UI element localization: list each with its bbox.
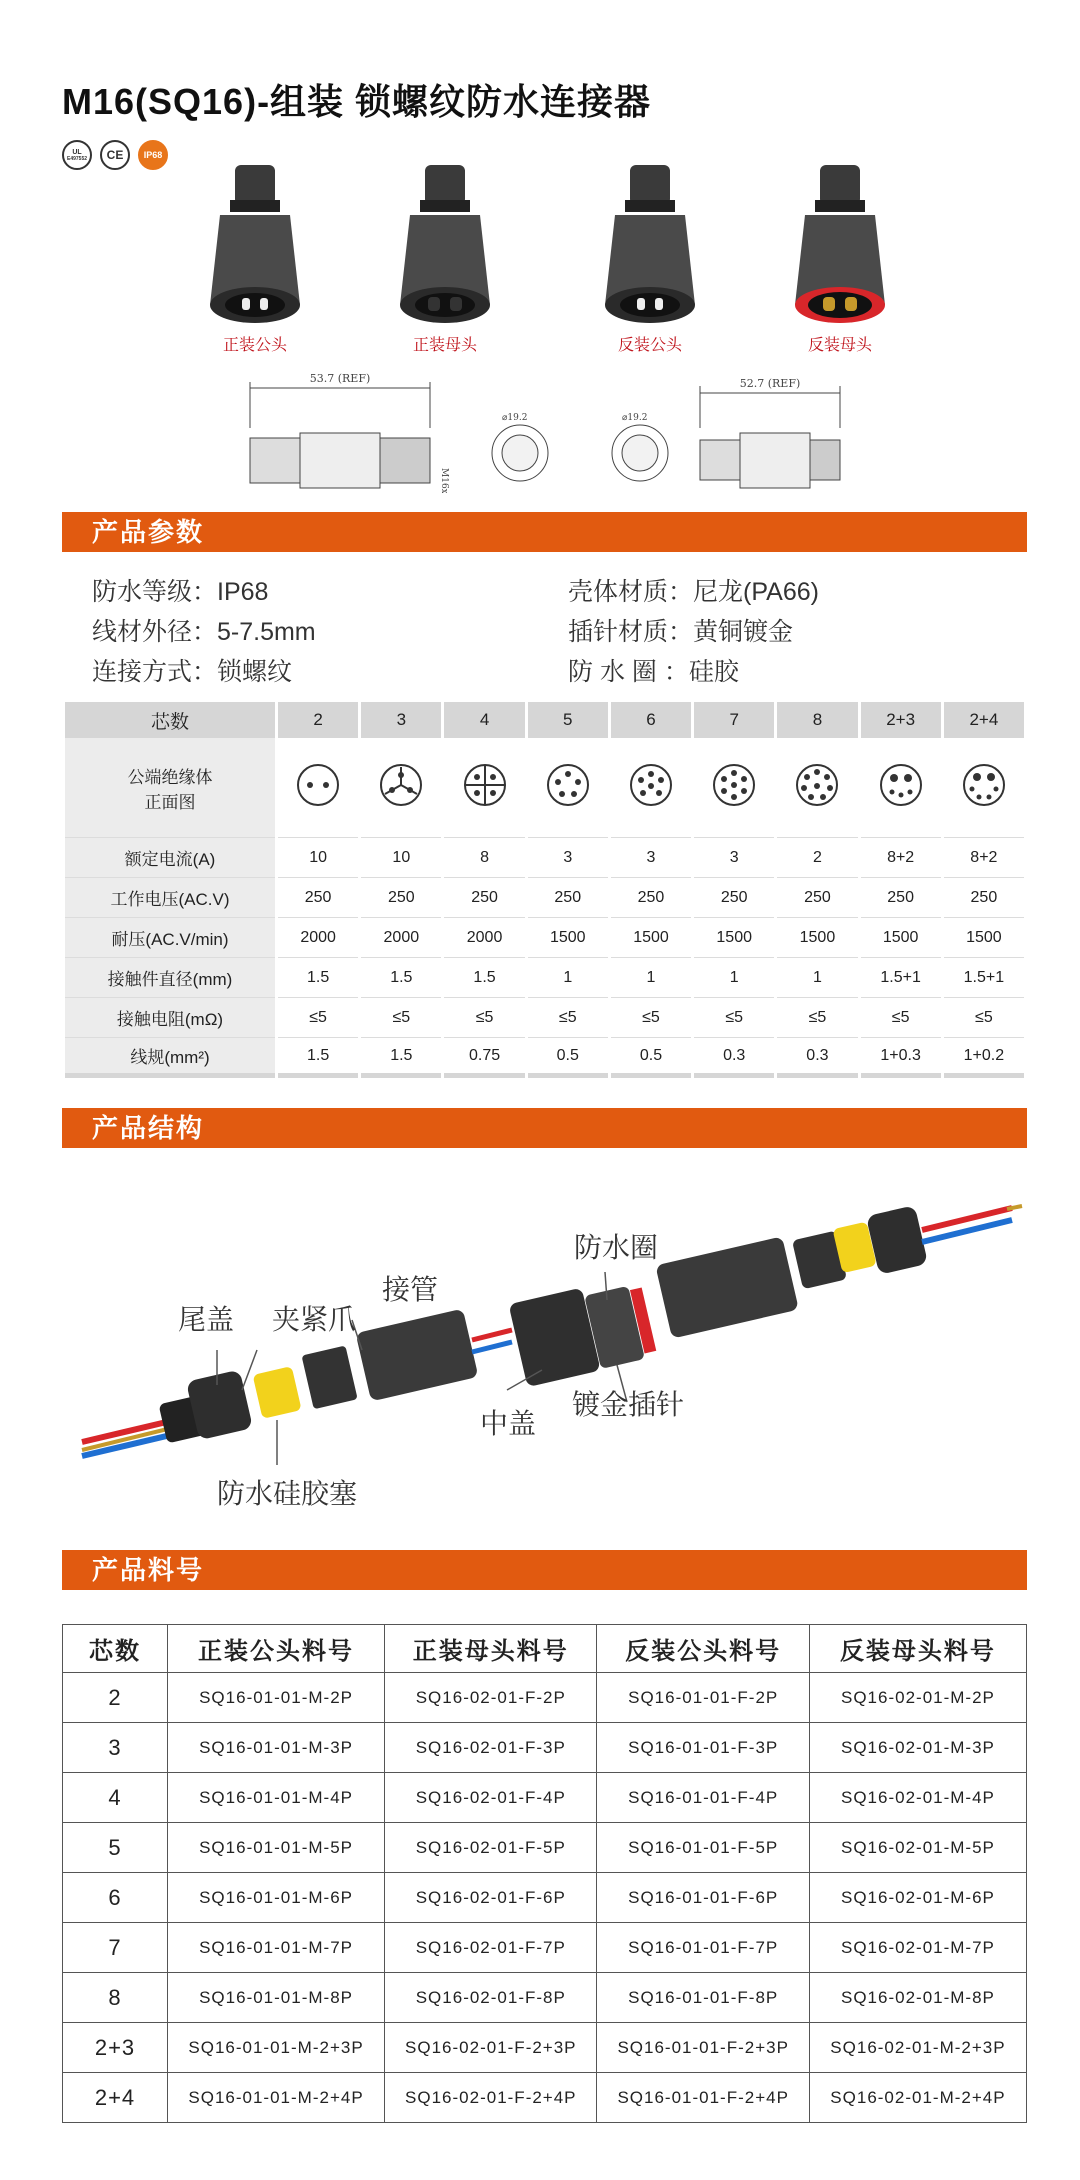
pn-row [63, 1923, 1027, 1973]
spec-cell: 1500 [777, 918, 857, 958]
pn-cell: SQ16-02-01-F-6P [385, 1873, 597, 1923]
pn-cell: SQ16-02-01-M-3P [809, 1723, 1026, 1773]
pn-cell: SQ16-02-01-F-4P [385, 1773, 597, 1823]
pn-cell: SQ16-02-01-F-2P [385, 1673, 597, 1723]
pn-cell: SQ16-01-01-F-6P [597, 1873, 809, 1923]
exploded-view [62, 1180, 1027, 1520]
spec-cell: 2000 [361, 918, 441, 958]
section-header-structure: 产品结构 [62, 1108, 1027, 1148]
param-row [92, 612, 992, 652]
pn-cell: SQ16-01-01-M-2+4P [168, 2073, 385, 2123]
pn-cores: 2 [63, 1673, 168, 1723]
core-count: 5 [528, 702, 608, 738]
core-count: 8 [777, 702, 857, 738]
face-row-label: 公端绝缘体 正面图 [65, 738, 275, 838]
insulator-face-4 [444, 738, 524, 838]
pn-cell: SQ16-01-01-M-7P [168, 1923, 385, 1973]
pn-cell: SQ16-01-01-F-2+3P [597, 2023, 809, 2073]
connector-exploded-diagram [62, 1180, 1027, 1520]
spec-cell: 8+2 [944, 838, 1024, 878]
label-sleeve: 接管 [382, 1274, 439, 1305]
ul-listed-icon: UL E497552 [62, 140, 92, 170]
spec-cell: 1+0.3 [861, 1038, 941, 1078]
dim-left-length: 53.7 (REF) [309, 372, 371, 385]
spec-cell: 0.75 [444, 1038, 524, 1078]
pn-cell: SQ16-02-01-F-2+3P [385, 2023, 597, 2073]
spec-cell: 0.3 [777, 1038, 857, 1078]
spec-cell: ≤5 [528, 998, 608, 1038]
core-count: 6 [611, 702, 691, 738]
param-left: 防水等级：IP68 [92, 578, 269, 606]
spec-cell: ≤5 [444, 998, 524, 1038]
spec-cell: 1 [694, 958, 774, 998]
connector-image [575, 155, 725, 325]
label-middle-cap: 中盖 [480, 1408, 537, 1439]
spec-row [65, 998, 1024, 1038]
core-count: 4 [444, 702, 524, 738]
spec-row-label: 工作电压(AC.V) [65, 878, 275, 918]
pn-cell: SQ16-01-01-M-8P [168, 1973, 385, 2023]
product-female-reverse [765, 155, 915, 355]
spec-row-label: 接触电阻(mΩ) [65, 998, 275, 1038]
spec-cell: 3 [611, 838, 691, 878]
pn-cores: 2+4 [63, 2073, 168, 2123]
spec-cell: 1+0.2 [944, 1038, 1024, 1078]
pn-cell: SQ16-01-01-F-2P [597, 1673, 809, 1723]
spec-cell: 1 [777, 958, 857, 998]
pn-cell: SQ16-02-01-M-5P [809, 1823, 1026, 1873]
spec-cell: ≤5 [694, 998, 774, 1038]
spec-cell: 1 [611, 958, 691, 998]
spec-row [65, 838, 1024, 878]
dim-diameter-right: ⌀19.2 [622, 413, 648, 423]
right-body-part [655, 1236, 799, 1338]
core-count: 3 [361, 702, 441, 738]
pn-header: 反装母头料号 [809, 1625, 1026, 1673]
dimension-drawings [230, 368, 850, 493]
right-cable-wires [922, 1206, 1022, 1242]
spec-cell: 8 [444, 838, 524, 878]
spec-cell: ≤5 [944, 998, 1024, 1038]
spec-row-label: 接触件直径(mm) [65, 958, 275, 998]
insulator-face-5 [528, 738, 608, 838]
param-row [92, 652, 992, 692]
core-count: 2 [278, 702, 358, 738]
pn-cell: SQ16-01-01-F-8P [597, 1973, 809, 2023]
right-tail-cap-part [866, 1205, 928, 1275]
insulator-face-2 [278, 738, 358, 838]
pn-cell: SQ16-02-01-F-7P [385, 1923, 597, 1973]
pn-cell: SQ16-02-01-F-2+4P [385, 2073, 597, 2123]
dim-diameter-left: ⌀19.2 [502, 413, 528, 423]
pn-cell: SQ16-02-01-M-2+4P [809, 2073, 1026, 2123]
connector-image [765, 155, 915, 325]
pn-row [63, 1873, 1027, 1923]
product-photo-row [180, 155, 900, 355]
pn-cell: SQ16-01-01-F-4P [597, 1773, 809, 1823]
spec-cell: 250 [694, 878, 774, 918]
label-clamp: 夹紧爪 [272, 1304, 357, 1335]
label-gold-pin: 镀金插针 [572, 1389, 685, 1420]
pn-cores: 2+3 [63, 2023, 168, 2073]
product-label: 正装公头 [222, 337, 287, 354]
spec-row [65, 878, 1024, 918]
spec-row [65, 1038, 1024, 1078]
spec-cell: 2000 [444, 918, 524, 958]
spec-cell: ≤5 [611, 998, 691, 1038]
spec-cell: 250 [861, 878, 941, 918]
spec-cell: 0.5 [528, 1038, 608, 1078]
spec-cell: 1.5 [278, 1038, 358, 1078]
spec-row [65, 918, 1024, 958]
param-right: 插针材质：黄铜镀金 [568, 618, 794, 646]
insulator-face-3 [361, 738, 441, 838]
pn-cell: SQ16-01-01-M-2+3P [168, 2023, 385, 2073]
product-label: 反装公头 [617, 337, 682, 354]
insulator-face-6 [611, 738, 691, 838]
part-number-table [62, 1624, 1027, 2123]
spec-cell: 1.5+1 [861, 958, 941, 998]
label-tail-cap: 尾盖 [178, 1304, 235, 1335]
spec-cell: 250 [361, 878, 441, 918]
spec-row-label: 耐压(AC.V/min) [65, 918, 275, 958]
param-left: 连接方式：锁螺纹 [92, 658, 293, 686]
spec-cell: 0.5 [611, 1038, 691, 1078]
pn-cell: SQ16-01-01-M-6P [168, 1873, 385, 1923]
spec-cell: 1.5 [361, 1038, 441, 1078]
page-title: M16(SQ16)-组装 锁螺纹防水连接器 [62, 81, 652, 122]
core-count: 7 [694, 702, 774, 738]
spec-cell: ≤5 [361, 998, 441, 1038]
product-male-reverse [575, 155, 725, 355]
technical-drawing [230, 368, 850, 493]
pn-row [63, 1773, 1027, 1823]
pn-row [63, 1823, 1027, 1873]
certification-badges [62, 140, 168, 170]
spec-cell: 250 [944, 878, 1024, 918]
param-right: 防 水 圈 ：硅胶 [568, 658, 739, 686]
spec-header-label: 芯数 [65, 702, 275, 738]
spec-header-row [65, 702, 1024, 738]
pn-header: 正装公头料号 [168, 1625, 385, 1673]
section-header-partnumbers: 产品料号 [62, 1550, 1027, 1590]
pn-cell: SQ16-01-01-F-3P [597, 1723, 809, 1773]
pn-header: 芯数 [63, 1625, 168, 1673]
pn-cell: SQ16-01-01-M-4P [168, 1773, 385, 1823]
spec-cell: 10 [278, 838, 358, 878]
spec-face-row [65, 738, 1024, 838]
pn-header: 反装公头料号 [597, 1625, 809, 1673]
pn-cell: SQ16-02-01-M-4P [809, 1773, 1026, 1823]
pn-cell: SQ16-01-01-F-7P [597, 1923, 809, 1973]
pn-row [63, 2023, 1027, 2073]
insulator-face-7 [694, 738, 774, 838]
ip68-icon: IP68 [138, 140, 168, 170]
pn-cores: 4 [63, 1773, 168, 1823]
silicone-plug-part [253, 1366, 302, 1419]
spec-row [65, 958, 1024, 998]
spec-cell: 250 [611, 878, 691, 918]
spec-table [62, 702, 1027, 1078]
pn-cell: SQ16-02-01-M-7P [809, 1923, 1026, 1973]
pn-cell: SQ16-01-01-F-2+4P [597, 2073, 809, 2123]
insulator-face-2plus3 [861, 738, 941, 838]
pn-cell: SQ16-02-01-F-8P [385, 1973, 597, 2023]
spec-cell: 1500 [528, 918, 608, 958]
pn-cell: SQ16-02-01-M-2+3P [809, 2023, 1026, 2073]
spec-cell: 1500 [861, 918, 941, 958]
insulator-face-2plus4 [944, 738, 1024, 838]
pn-cell: SQ16-02-01-F-3P [385, 1723, 597, 1773]
spec-cell: 1500 [611, 918, 691, 958]
spec-cell: 2 [777, 838, 857, 878]
pn-header: 正装母头料号 [385, 1625, 597, 1673]
param-row [92, 572, 992, 612]
product-female-standard [370, 155, 520, 355]
spec-cell: 1.5 [361, 958, 441, 998]
spec-cell: 1500 [694, 918, 774, 958]
pn-row [63, 1673, 1027, 1723]
spec-row-label: 额定电流(A) [65, 838, 275, 878]
spec-row-label: 线规(mm²) [65, 1038, 275, 1078]
spec-cell: 1.5 [278, 958, 358, 998]
spec-cell: 1.5+1 [944, 958, 1024, 998]
pn-cores: 8 [63, 1973, 168, 2023]
pn-row [63, 1973, 1027, 2023]
insulator-face-8 [777, 738, 857, 838]
pn-cell: SQ16-01-01-M-3P [168, 1723, 385, 1773]
pn-cores: 6 [63, 1873, 168, 1923]
clamp-part [301, 1346, 357, 1410]
sleeve-part [356, 1309, 479, 1402]
pn-cores: 7 [63, 1923, 168, 1973]
pn-cell: SQ16-01-01-M-2P [168, 1673, 385, 1723]
pn-cell: SQ16-02-01-F-5P [385, 1823, 597, 1873]
product-label: 正装母头 [412, 337, 477, 354]
spec-cell: 250 [777, 878, 857, 918]
spec-cell: 250 [444, 878, 524, 918]
core-count: 2+3 [861, 702, 941, 738]
pn-row [63, 1723, 1027, 1773]
pn-cores: 3 [63, 1723, 168, 1773]
pn-cell: SQ16-02-01-M-6P [809, 1873, 1026, 1923]
pn-header-row [63, 1625, 1027, 1673]
pn-cell: SQ16-02-01-M-8P [809, 1973, 1026, 2023]
label-seal-ring: 防水圈 [574, 1232, 659, 1263]
section-header-params: 产品参数 [62, 512, 1027, 552]
product-label: 反装母头 [807, 337, 872, 354]
spec-cell: 250 [528, 878, 608, 918]
pn-row [63, 2073, 1027, 2123]
dim-right-length: 52.7 (REF) [739, 377, 801, 390]
core-count: 2+4 [944, 702, 1024, 738]
spec-cell: ≤5 [861, 998, 941, 1038]
pn-cell: SQ16-02-01-M-2P [809, 1673, 1026, 1723]
spec-cell: 250 [278, 878, 358, 918]
spec-cell: 2000 [278, 918, 358, 958]
spec-cell: 3 [528, 838, 608, 878]
label-silicone-plug: 防水硅胶塞 [217, 1478, 358, 1509]
pn-cell: SQ16-01-01-M-5P [168, 1823, 385, 1873]
connector-image [370, 155, 520, 325]
spec-cell: ≤5 [777, 998, 857, 1038]
param-left: 线材外径：5-7.5mm [92, 618, 316, 646]
pn-cell: SQ16-01-01-F-5P [597, 1823, 809, 1873]
spec-cell: 0.3 [694, 1038, 774, 1078]
connector-image [180, 155, 330, 325]
spec-cell: ≤5 [278, 998, 358, 1038]
param-list [92, 572, 992, 692]
dim-thread: M16x1.5 [439, 468, 449, 493]
spec-cell: 1 [528, 958, 608, 998]
spec-cell: 8+2 [861, 838, 941, 878]
pn-cores: 5 [63, 1823, 168, 1873]
product-male-standard [180, 155, 330, 355]
spec-cell: 1.5 [444, 958, 524, 998]
spec-cell: 10 [361, 838, 441, 878]
spec-cell: 3 [694, 838, 774, 878]
param-right: 壳体材质：尼龙(PA66) [568, 578, 819, 606]
spec-cell: 1500 [944, 918, 1024, 958]
ce-icon: CE [100, 140, 130, 170]
